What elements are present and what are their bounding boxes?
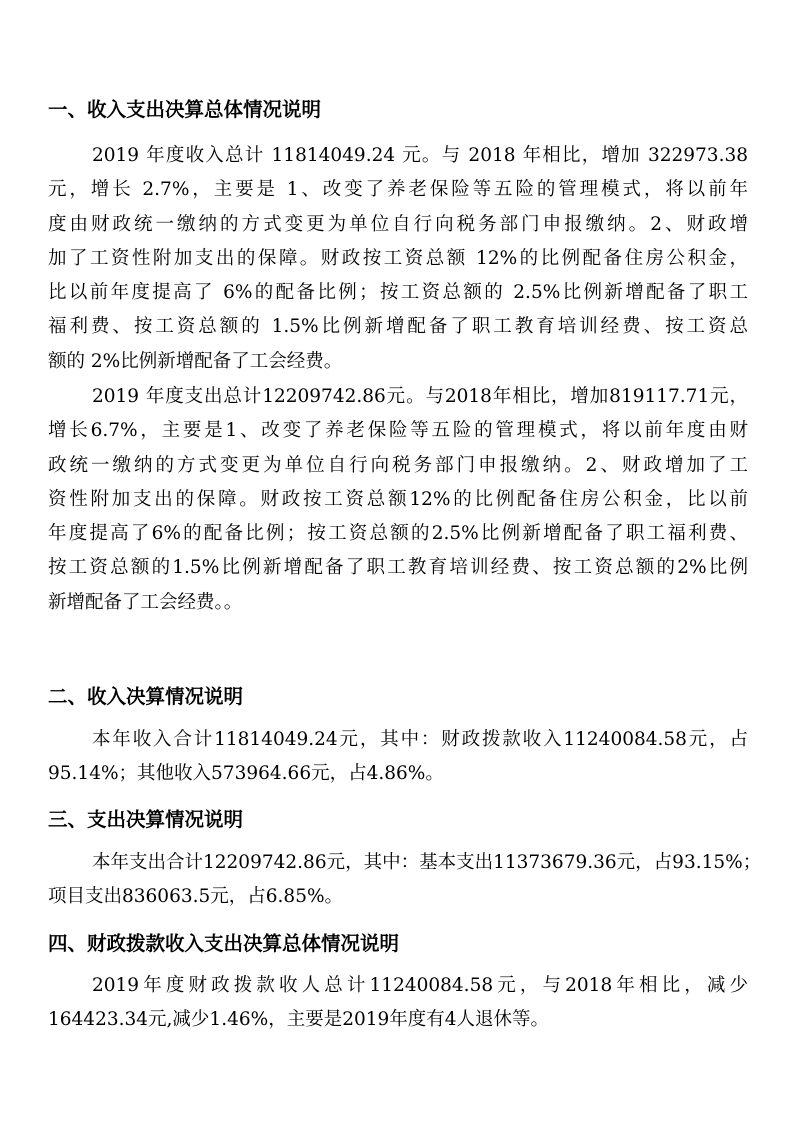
- section-2-paragraph-1: [48, 723, 748, 792]
- section-1-paragraph-2: [48, 380, 748, 620]
- paragraph-line: 本年支出合计12209742.86元，其中：基本支出11373679.36元，占93.15%；: [92, 852, 762, 873]
- paragraph-line: 额的 2%比例新增配备了工会经费。: [48, 350, 343, 372]
- paragraph-line: 加了工资性附加支出的保障。财政按工资总额 12%的比例配备住房公积金，: [48, 247, 748, 269]
- section-3-paragraph-1: [48, 846, 762, 915]
- section-heading-3: 三、支出决算情况说明: [48, 808, 244, 831]
- paragraph-line: 95.14%；其他收入573964.66元，占4.86%。: [48, 763, 444, 785]
- paragraph-line: 2019年度财政拨款收人总计11240084.58元，与2018年相比，减少: [92, 975, 748, 996]
- paragraph-line: 度由财政统一缴纳的方式变更为单位自行向税务部门申报缴纳。2、财政增: [48, 213, 748, 235]
- paragraph-line: 增长6.7%，主要是1、改变了养老保险等五险的管理模式，将以前年度由财: [48, 420, 748, 442]
- section-heading-1: 一、收入支出决算总体情况说明: [48, 98, 322, 121]
- section-1-paragraph-1: [48, 139, 748, 379]
- section-4-paragraph-1: [48, 969, 748, 1038]
- paragraph-line: 年度提高了6%的配备比例；按工资总额的2.5%比例新增配备了职工福利费、: [48, 523, 748, 545]
- section-heading-4: 四、财政拨款收入支出决算总体情况说明: [48, 932, 400, 955]
- paragraph-line: 政统一缴纳的方式变更为单位自行向税务部门申报缴纳。2、财政增加了工: [48, 454, 748, 476]
- paragraph-line: 元，增长 2.7%，主要是 1、改变了养老保险等五险的管理模式，将以前年: [48, 179, 748, 201]
- paragraph-line: 按工资总额的1.5%比例新增配备了职工教育培训经费、按工资总额的2%比例: [48, 557, 748, 579]
- paragraph-line: 项目支出836063.5元，占6.85%。: [48, 886, 344, 908]
- paragraph-line: 福利费、按工资总额的 1.5%比例新增配备了职工教育培训经费、按工资总: [48, 316, 748, 338]
- paragraph-line: 2019 年度支出总计12209742.86元。与2018年相比，增加819117.71元，: [92, 386, 748, 407]
- section-heading-2: 二、收入决算情况说明: [48, 685, 244, 708]
- paragraph-line: 比以前年度提高了 6%的配备比例；按工资总额的 2.5%比例新增配备了职工: [48, 282, 748, 304]
- paragraph-line: 资性附加支出的保障。财政按工资总额12%的比例配备住房公积金，比以前: [48, 488, 748, 510]
- paragraph-line: 新增配备了工会经费。。: [48, 591, 243, 613]
- paragraph-line: 本年收入合计11814049.24元，其中：财政拨款收入11240084.58元，占: [92, 729, 748, 750]
- paragraph-line: 164423.34元,减少1.46%，主要是2019年度有4人退休等。: [48, 1009, 550, 1031]
- paragraph-line: 2019 年度收入总计 11814049.24 元。与 2018 年相比，增加 322973.38: [92, 145, 748, 166]
